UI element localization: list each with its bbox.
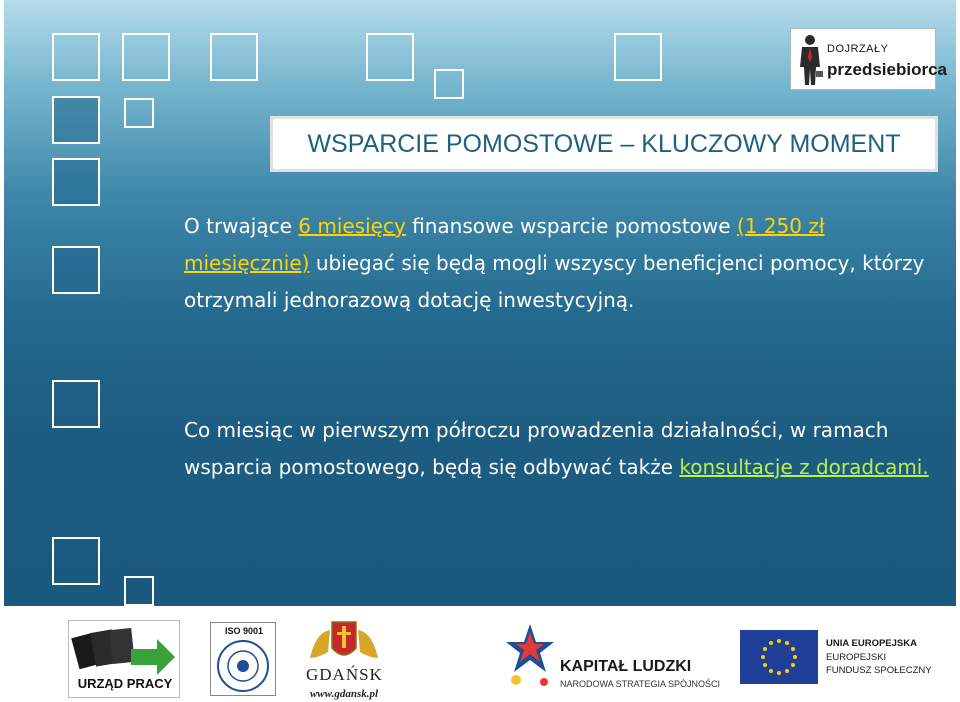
kapital-ludzki-star-icon (504, 618, 556, 694)
eu-efs-logo (736, 626, 942, 692)
title-box (270, 116, 938, 172)
paragraph-2 (184, 412, 936, 486)
paragraph-1-after: ubiegać się będą mogli wszyscy beneficjenci pomocy, którzy otrzymali jednorazową dotację inwestycyjną. (184, 251, 925, 312)
highlight-consultations: konsultacje z doradcami. (679, 455, 929, 479)
paragraph-1 (184, 208, 936, 319)
decor-square (124, 98, 154, 128)
decor-square (122, 33, 170, 81)
urzad-pracy-icon (69, 623, 179, 679)
decor-square (52, 96, 100, 144)
slide-background (4, 0, 956, 606)
kapital-ludzki-logo (504, 618, 721, 698)
decor-square (124, 576, 154, 606)
iso-seal-icon (211, 637, 275, 695)
decor-square (210, 33, 258, 81)
gdansk-coat-of-arms-icon (306, 618, 382, 664)
gdansk-logo (306, 618, 382, 702)
highlight-duration: 6 miesięcy (298, 214, 406, 238)
decor-square (52, 33, 100, 81)
decor-square (52, 380, 100, 428)
ue-line1: UNIA EUROPEJSKA (826, 638, 917, 649)
kapital-ludzki-subtitle: NARODOWA STRATEGIA SPÓJNOŚCI (560, 679, 721, 689)
decor-square (52, 537, 100, 585)
decor-square (52, 246, 100, 294)
gdansk-url: www.gdansk.pl (309, 688, 379, 700)
iso-9001-logo (210, 622, 276, 696)
dojrzaly-przedsiebiorca-logo (790, 28, 947, 90)
paragraph-1-middle: finansowe wsparcie pomostowe (405, 214, 737, 238)
logo-line1: DOJRZAŁY (827, 43, 889, 55)
decor-square (434, 69, 464, 99)
highlight-amount: (1 250 zł miesięcznie) (184, 214, 825, 275)
urzad-pracy-label: URZĄD PRACY (77, 676, 173, 691)
businessman-icon (797, 33, 823, 87)
decor-square (52, 158, 100, 206)
decor-square (366, 33, 414, 81)
page-title: WSPARCIE POMOSTOWE – KLUCZOWY MOMENT (307, 129, 901, 158)
gdansk-label: GDAŃSK (306, 665, 383, 684)
urzad-pracy-logo (68, 620, 180, 698)
logo-line2: przedsiebiorca (827, 60, 947, 79)
paragraph-2-text: Co miesiąc w pierwszym półroczu prowadzenia działalności, w ramach wsparcia pomostowego, będą się odbywać także (184, 418, 889, 479)
iso-label: ISO 9001 (224, 626, 264, 636)
kapital-ludzki-title: KAPITAŁ LUDZKI (560, 658, 692, 675)
footer-logos (0, 606, 960, 698)
decor-square (614, 33, 662, 81)
paragraph-1-before: O trwające (184, 214, 299, 238)
eu-flag-icon (740, 630, 818, 684)
ue-line2: EUROPEJSKI (826, 652, 887, 663)
ue-line3: FUNDUSZ SPOŁECZNY (826, 665, 932, 676)
